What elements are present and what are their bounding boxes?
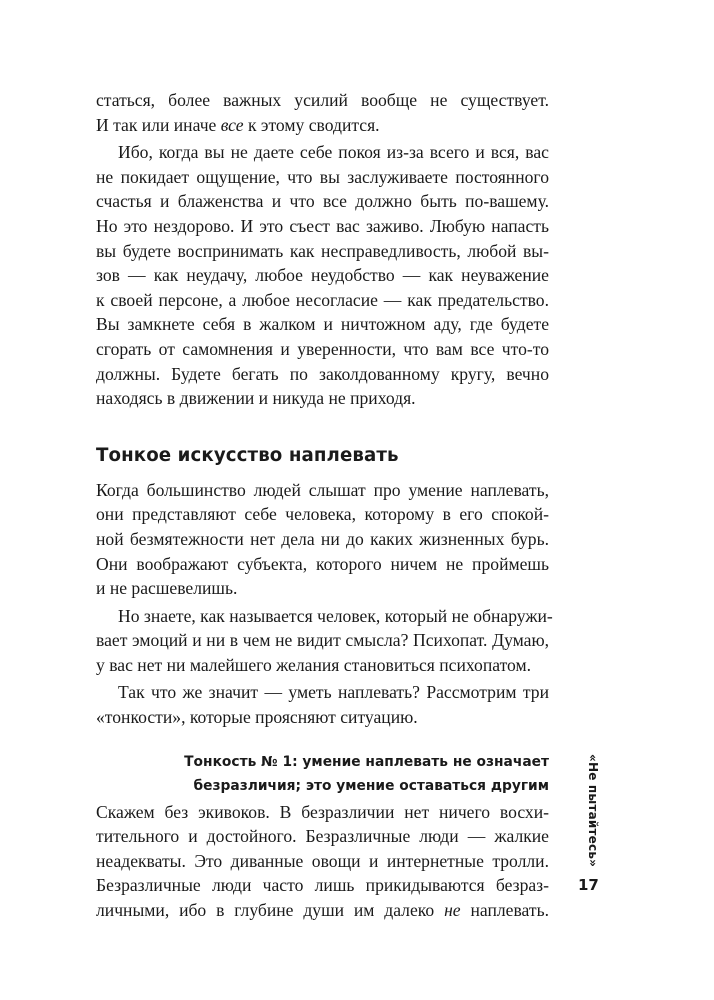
text-fragment: личными, ибо в глубине души им далеко <box>96 900 445 921</box>
text-line: находясь в движении и никуда не приходя. <box>96 388 416 409</box>
text-line <box>96 113 549 138</box>
text-line: Ибо, когда вы не даете себе покоя из-за всего и вся, вас <box>118 142 549 163</box>
text-line: Они воображают субъекта, которого ничем не проймешь <box>96 553 549 574</box>
text-line: и не расшевелишь. <box>96 578 238 599</box>
subheading-line: безразличия; это умение оставаться другим <box>193 777 549 794</box>
text-line: неадекваты. Это диванные овощи и интернетные тролли. <box>96 850 549 871</box>
text-line: зов — как неудачу, любое неудобство — как неуважение <box>96 265 549 286</box>
text-line: к своей персоне, а любое несогласие — как предательство. <box>96 289 549 310</box>
paragraph-6 <box>96 800 549 923</box>
text-line: Скажем без экивоков. В безразличии нет ничего восхи- <box>96 801 549 822</box>
text-line: не покидает ощущение, что вы заслуживаете постоянного <box>96 166 549 187</box>
italic-emphasis: все <box>220 114 244 135</box>
text-line: должны. Будете бегать по заколдованному кругу, вечно <box>96 363 549 384</box>
text-line: статься, более важных усилий вообще не существует. <box>96 90 549 110</box>
subheading-line: Тонкость № 1: умение наплевать не означает <box>184 753 549 770</box>
text-line: Вы замкнете себя в жалком и ничтожном аду, где будете <box>96 314 549 335</box>
text-line: сгорать от самомнения и уверенности, что вам все что-то <box>96 338 549 359</box>
text-fragment: наплевать. <box>460 900 550 921</box>
page-body <box>96 88 553 923</box>
text-line: вы будете воспринимать как несправедливость, любой вы- <box>96 240 549 261</box>
text-line: счастья и блаженства и что все должно быть по-вашему. <box>96 191 549 212</box>
text-line: вает эмоций и ни в чем не видит смысла? Психопат. Думаю, <box>96 630 549 651</box>
text-line: Когда большинство людей слышат про умение наплевать, <box>96 479 549 500</box>
paragraph-1 <box>96 88 549 137</box>
text-line: тительного и достойного. Безразличные люди — жалкие <box>96 826 549 847</box>
text-fragment: И так или иначе <box>96 114 221 135</box>
paragraph-5 <box>96 680 549 729</box>
section-heading: Тонкое искусство наплевать <box>96 444 399 466</box>
italic-emphasis: не <box>444 900 461 921</box>
paragraph-4 <box>96 604 553 678</box>
text-line: «тонкости», которые проясняют ситуацию. <box>96 707 418 728</box>
subsection-heading <box>96 750 549 798</box>
page-number: 17 <box>578 876 599 894</box>
text-fragment: к этому сводится. <box>243 114 380 135</box>
text-line: Так что же значит — уметь наплевать? Рассмотрим три <box>118 682 549 703</box>
text-line: у вас нет ни малейшего желания становиться психопатом. <box>96 654 532 675</box>
text-line: Но знаете, как называется человек, который не обнаружи- <box>118 605 553 626</box>
text-line <box>96 898 549 923</box>
text-line: Но это нездорово. И это съест вас заживо. Любую напасть <box>96 215 549 236</box>
text-line: Безразличные люди часто лишь прикидываются безраз- <box>96 875 549 896</box>
chapter-side-label: «Не пытайтесь» <box>586 754 600 868</box>
paragraph-2 <box>96 140 549 411</box>
paragraph-3 <box>96 478 549 601</box>
text-line: ной безмятежности нет дела ни до каких жизненных бурь. <box>96 528 549 549</box>
text-line: они представляют себе человека, которому в его спокой- <box>96 504 549 525</box>
